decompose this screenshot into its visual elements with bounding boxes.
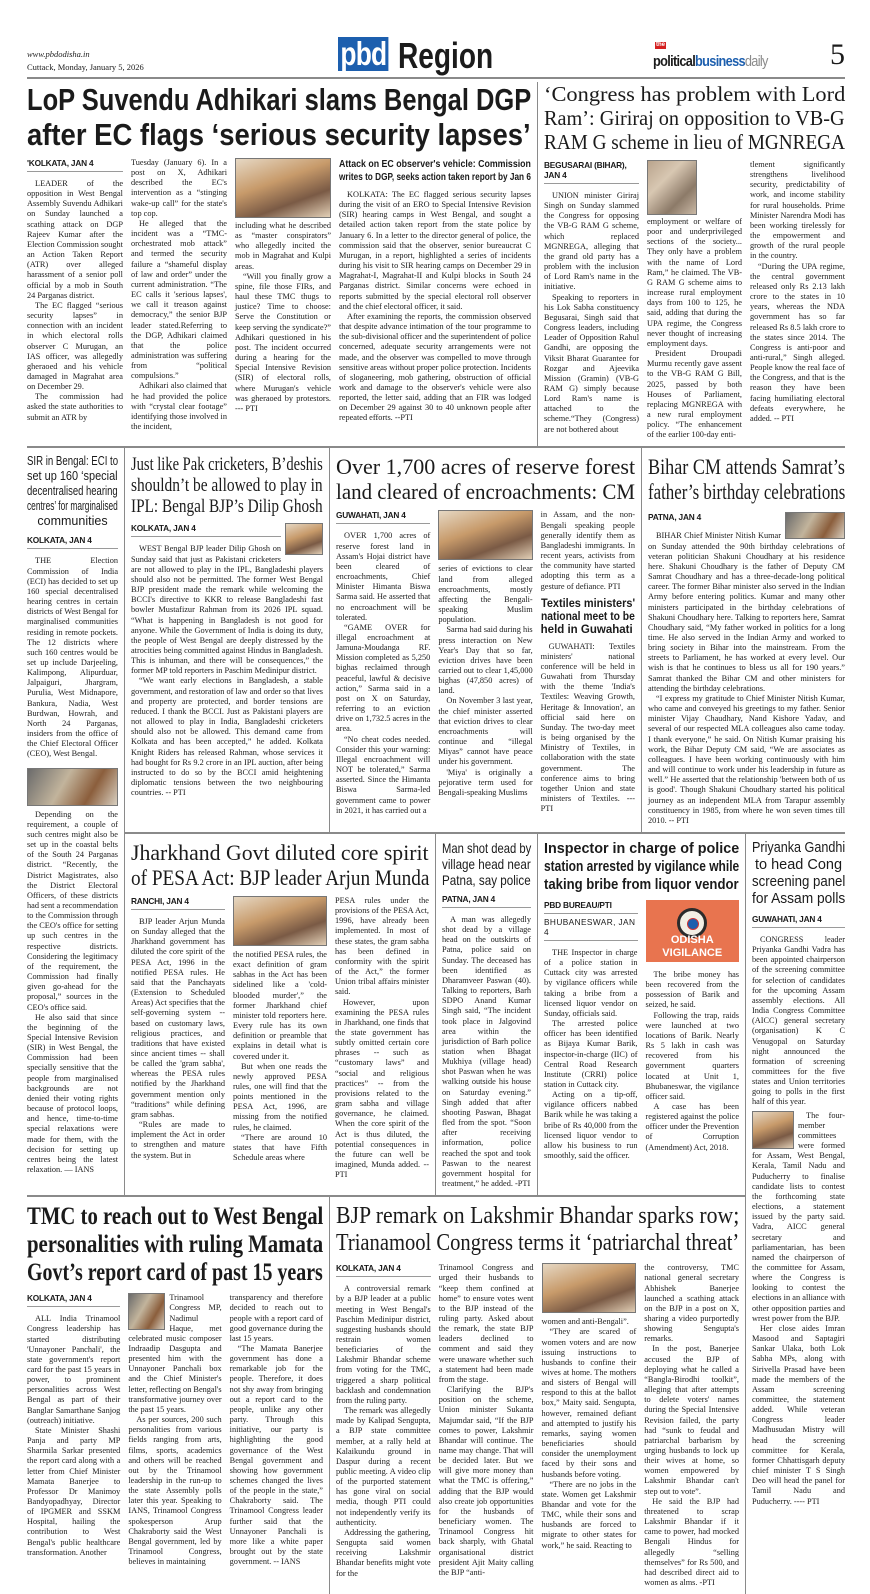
headline-line — [27, 514, 118, 529]
paragraph: “No cheat codes needed. Consider this your warning: Illegal encroachment will NOT be tolerated,” Sarma asserted. Since the Himanta Biswa Sarma-led government came to power in 2021, it has carried out a — [336, 734, 431, 815]
dateline: 'KOLKATA, JAN 4 — [27, 158, 123, 172]
headline-line — [27, 454, 118, 469]
textiles-body — [541, 642, 635, 815]
headline-text: TMC to reach out to West Bengal — [27, 1203, 324, 1231]
paragraph: A case has been registered against the police officer under the Prevention of Corruption (Amendment) Act, 2018. — [645, 1102, 739, 1152]
photo-himanta-biswa-sarma — [438, 510, 532, 560]
paragraph: A man was allegedly shot dead by a village head on the outskirts of Patna, police said on Sunday. The deceased has been identified as Dharamveer Paswan (40). Talking to reporters, Barh SDPO Anand Kumar Singh said, “The incident took place in Jalgovind area within the jurisdiction of Barh police station when Bhagat Mukhiya (village head) shot Paswan when he was walking outside his house on Saturday evening.” Singh added that after shooting Paswan, Bhagat fled from the spot. “Soon after receiving information, police reached the spot and took Paswan to the nearest government hospital for treatment,” he added. -PTI — [442, 914, 531, 1189]
headline-text: Over 1,700 acres of reserve forest — [336, 454, 636, 480]
headline-line — [752, 874, 845, 891]
photo-birthday-celebration — [785, 512, 845, 539]
dateline: KOLKATA, JAN 4 — [27, 535, 118, 549]
photo-giriraj-singh — [647, 160, 697, 215]
paragraph: WEST Bengal BJP leader Dilip Ghosh on Sunday said that just as Pakistani cricketers are not allowed to play in the IPL, Bangladeshi players should also not be permitted. The former West Bengal BJP president made the remark while welcoming the BCCI's directive to KKR to release Bangladeshi fast bowler Mustafizur Rahman from its 2026 IPL squad. “What is happening in Bangladesh is not good for anyone. While the Government of India is doing its duty, the people of West Bengal are deeply distressed by the atrocities being committed against Hindus in Bangladesh. This is inhuman, and there will be consequences,” the former MP told reporters in Paschim Medinipur district. — [131, 544, 323, 676]
lop-column-1 — [27, 158, 123, 423]
jharkhand-column-3 — [335, 896, 429, 1180]
paragraph: “We want early elections in Bangladesh, a stable government, and restoration of law and order so that lives and property are protected, and border tensions are reduced. I thank the BCCI. Just as Pakistani players are not allowed to play in India, Bangladeshi cricketers should also not be allowed. This demand came from Kolkata and has been accepted,” he added. Kolkata Knight Riders has released Rahman, whose services it had bought for Rs 9.2 crore in an IPL auction, after being instructed to do so by the BCCI amid heightening diplomatic tensions between the two neighbouring countries. -- PTI — [131, 676, 323, 798]
dateline: GUWAHATI, JAN 4 — [752, 914, 845, 928]
dateline: KOLKATA, JAN 4 — [27, 1293, 120, 1307]
headline-line — [131, 475, 323, 496]
priyanka-body-part-1 — [752, 935, 845, 1108]
paragraph: He alleged that the incident was a “TMC-orchestrated mob attack” and termed the security failure a “shameful display of law and order” under the current administration. “The EC calls it 'serious lapses', we call it treason against democracy,” the senior BJP leader stated.Referring to the DGP, Adhikari claimed that the police administration was suffering from “political compulsions.” — [131, 218, 227, 381]
masthead-wordmark — [653, 53, 768, 70]
headline-line — [541, 611, 635, 624]
section-banner — [338, 37, 538, 75]
article-sir — [27, 446, 124, 1195]
article-lop — [27, 82, 537, 446]
paragraph: He said the BJP had threatened to scrap Lakshmir Bhandar if it came to power, had mocked Bengali Hindus for allegedly “selling themselves” for Rs 500, and had described direct aid to women as alms. -PTI — [644, 1496, 739, 1588]
paragraph: the notified PESA rules, the exact definition of gram sabhas in the Act has been sidelined like a 'cold-blooded murder',” the former Jharkhand chief minister told reporters here. Every rule has its own definition or preamble that explains in detail what is covered under it. — [233, 949, 327, 1061]
headline-line — [752, 891, 845, 908]
paragraph: However, upon examining the PESA rules in Jharkhand, one finds that the state government has subtly omitted certain core phrases -- such as “customary laws” and “social and religious practices” -- from the provisions related to the gram sabha and village governance, he claimed. When the core spirit of the Act is thus diluted, the potential consequences in the future can well be imagined, Munda added. -- PTI — [335, 997, 429, 1180]
headline-line — [131, 865, 429, 890]
website-url[interactable]: www.pbdodisha.in — [27, 49, 90, 59]
bjp-column-1 — [336, 1263, 431, 1579]
headline-text: Man shot dead by — [442, 839, 532, 856]
headline-text: personalities with ruling Mamata — [27, 1231, 324, 1259]
paragraph: The remark was allegedly made by Kalipad Sengupta, a BJP state committee member, at a rally held at Kalaikundu ground in Daspur during a recent public meeting. A video clip of the purported statement has gone viral on social media, though PTI could not independently verify its authenticity. — [336, 1406, 431, 1527]
headline-line — [339, 171, 531, 184]
paragraph: employment or welfare of poor and underprivileged sections of the society... They only have a problem with the name of Lord Ram,” he claimed. The VB-G RAM G scheme aims to increase rural employment days from 100 to 125, he said, adding that during the UPA regime, the Congress never thought of increasing employment days. — [647, 217, 742, 348]
headline-text: shouldn’t be allowed to play in — [131, 475, 323, 497]
headline-line — [336, 454, 635, 479]
headline-text: Inspector in charge of police — [544, 839, 740, 857]
paragraph: 'Miya' is originally a pejorative term used for Bengali-speaking Muslims — [438, 767, 533, 797]
headline-line — [336, 1203, 739, 1230]
headline-line — [544, 876, 739, 894]
byline: PBD BUREAU/PTI — [544, 900, 638, 914]
article-priyanka — [745, 832, 845, 1594]
inspector-column-1 — [544, 900, 638, 1161]
photo-priyanka-gandhi — [752, 1111, 794, 1149]
paragraph: CONGRESS leader Priyanka Gandhi Vadra has been appointed chairperson of the screening committee for selection of candidates for the upcoming Assam assembly elections. All India Congress Committee (AICC) general secretary (organisation) K C Venugopal on Saturday night announced the formation of screening committees for the five states and Union territories going to polls in the first half of this year. — [752, 934, 845, 1107]
masthead-logo — [653, 42, 825, 74]
bihar-body — [648, 512, 845, 826]
headline-text: decentralised hearing — [27, 484, 118, 499]
section-title: Region — [398, 35, 494, 76]
headline-congress — [544, 82, 845, 154]
headline-text: Jharkhand Govt diluted core spirit — [131, 839, 429, 865]
paragraph: “There are around 10 states that have Fifth Schedule areas where — [233, 1132, 327, 1163]
headline-bihar — [648, 454, 845, 504]
paragraph: OVER 1,700 acres of reserve forest land in Assam's Hojai district have been cleared of encroachments, Chief Minister Himanta Biswa Sarma said. He asserted that no encroachment will be tolerated. — [336, 531, 431, 622]
page-grid — [27, 82, 845, 1594]
headline-text: ‘Congress has problem with Lord — [544, 82, 846, 106]
paragraph: Clarifying the BJP's position on the scheme, Union minister Sukanta Majumdar said, “If the BJP comes to power, Lakshmir Bhandar will continue. The name may change. That will be decided later. But we will give more money than what the TMC is offering,” adding that the BJP would also create job opportunities for the husbands of beneficiary women. The Trinamool Congress hit back sharply, with Ghatal organisational district president Ajit Maity calling the BJP “anti- — [438, 1385, 534, 1577]
headline-text: Just like Pak cricketers, B’deshis — [131, 454, 323, 476]
forest-column-2 — [438, 510, 532, 798]
article-dilip-ghosh — [124, 446, 329, 832]
paragraph: President Droupadi Murmu recently gave assent to the VB-G RAM G Bill, 2025, passed by both Houses of Parliament, replacing MGNREGA with a new rural employment policy. “The enhancement of the earlier 100-day enti- — [647, 349, 742, 440]
article-tmc — [27, 1195, 329, 1594]
headline-line — [27, 1231, 323, 1259]
paragraph: “GAME OVER for illegal encroachment at Jamuna-Moudanga RF. Mission completed as 5,250 bighas reclaimed through peaceful, lawful & decisive action,” Sarma said in a post on X on Saturday, referring to an eviction drive on 1,732.5 acres in the area. — [336, 622, 431, 734]
paragraph: Trinamool Congress MP, Nadimul Haque, met celebrated music composer Indraadip Dasgupta and presented him with the Unnayoner Panchali box and the Chief Minister's letter, reflecting on Bengal's transformative journey over the past 15 years. — [128, 1293, 222, 1414]
paragraph: As per sources, 200 such personalities from various fields ranging from arts, films, sports, academics and others will be reached out by the Trinamool leadership in the run-up to the state Assembly polls later this year. Speaking to IANS, Trinamool Congress spokesperson Arup Chakraborty said the West Bengal government, led by Trinamool Congress, believes in maintaining — [128, 1415, 222, 1567]
paragraph: The arrested police officer has been identified as Bijaya Kumar Barik, inspector-in-charge (IIC) of Central Road Research Institute (CRRI) police station in Cuttack city. — [544, 1019, 638, 1089]
paragraph: THE Election Commission of India (ECI) has decided to set up 160 special decentralised hearing centres in certain districts of West Bengal for marginalised communities residing in remote pockets. The 12 districts where such 160 centres would be set up include Darjeeling, Kalimpong, Alipurduar, Jalpaiguri, Jhargram, Purulia, West Midnapore, Bankura, Nadia, West Burdwan, Howrah, and North 24 Parganas, insiders from the office of the Chief Electoral Officer (CEO), West Bengal. — [27, 556, 118, 759]
congress-column-3 — [750, 160, 845, 424]
paragraph: The EC flagged “serious security lapses” in connection with an incident in which electoral rolls observer C Murugan, an IAS officer, was allegedly gheraoed and his vehicle damaged in Magrahat area on December 29. — [27, 300, 123, 392]
headline-text: writes to DGP, seeks action taken report by Jan 6 — [339, 171, 531, 183]
paragraph: “During the UPA regime, the central government released only Rs 2.13 lakh crore to the states in 10 years, whereas the NDA government has so far released Rs 8.5 lakh crore to the states since 2014. The Congress is anti-poor and anti-rural,” Singh alleged. People know the real face of the Congress, and that is the reason they have been facing humiliating electoral defeats everywhere, he added. -- PTI — [750, 261, 845, 423]
headline-text: Textiles ministers' — [540, 597, 635, 610]
headline-line — [27, 82, 531, 117]
forest-columns — [336, 510, 635, 815]
headline-text: Ram’: Giriraj on opposition to VB-G — [544, 106, 845, 130]
masthead-the: the — [656, 42, 665, 48]
dateline: RANCHI, JAN 4 — [131, 896, 225, 910]
paragraph: women and anti-Bengali”. — [541, 1317, 629, 1327]
dateline: BEGUSARAI (BIHAR), JAN 4 — [544, 160, 639, 184]
paragraph: Tuesday (January 6). In a post on X, Adhikari described the EC's intervention as a “stinging wake-up call” for the state's top cop. — [131, 158, 227, 218]
headline-line — [541, 598, 635, 611]
article-bjp-remark — [329, 1195, 745, 1594]
headline-text: station arrested by vigilance while — [544, 857, 740, 875]
article-man-shot — [435, 832, 537, 1195]
photo-arjun-munda — [233, 896, 327, 946]
paragraph: BJP leader Arjun Munda on Sunday alleged that the Jharkhand government has diluted the core spirit of the PESA Act, 1996 in the notified PESA rules. He said that the Panchayats (Extension to Scheduled Areas) Act specifies that the self-governing system -- based on customary laws, religious practices, and traditions that have existed since ancient times -- shall be called the 'gram sabha', whereas the PESA rules notified by the Jharkhand government mention only “traditions” while defining gram sabhas. — [131, 916, 225, 1119]
paragraph: Speaking to reporters in his Lok Sabha constituency Begusarai, Singh said that Congress leaders, including Leader of Opposition Rahul Gandhi, are opposing the Viksit Bharat Guarantee for Rozgar and Ajeevika Mission (Gramin) (VB-G RAM G) simply because Lord Ram's name is attached to the scheme.“They (Congress) are not bothered about — [544, 292, 639, 434]
headline-text: Attack on EC observer's vehicle: Commission — [339, 158, 531, 170]
paragraph: “There are no jobs in the state. Women get Lakshmir Bhandar and vote for the TMC, while their sons and husbands are forced to migrate to other states for work,” he said. Reacting to — [541, 1479, 637, 1550]
bjp-column-4 — [644, 1263, 739, 1588]
headline-inspector — [544, 840, 739, 894]
jharkhand-column-2 — [233, 896, 327, 1163]
paragraph: the controversy, TMC national general secretary Abhishek Banerjee launched a scathing attack on the BJP in a post on X, sharing a video purportedly showing Sengupta's remarks. — [644, 1263, 739, 1344]
headline-line — [27, 117, 531, 152]
headline-line — [131, 454, 323, 475]
pbd-logo: pbd — [338, 37, 389, 71]
headline-line — [442, 856, 531, 872]
masthead-business: business — [695, 53, 745, 70]
bjp-column-2 — [439, 1263, 534, 1578]
paragraph: “The Mamata Banerjee government has done a remarkable job for the people. Therefore, it does not shy away from bringing out a report card to the people, unlike any other party. Through this initiative, our party is highlighting the good governance of the West Bengal government and showing how government schemes changed the lives of the people in the state,” Chakraborty said. The Trinamool Congress leader further said that the Unnayoner Panchali is more like a white paper brought out by the state government. -- IANS — [229, 1343, 323, 1567]
paragraph: series of evictions to clear land from alleged encroachments, mostly affecting the Bengali-speaking Muslim population. — [438, 564, 533, 625]
tmc-columns — [27, 1293, 323, 1567]
headline-text: SIR in Bengal: ECI to — [27, 454, 119, 469]
headline-text: Govt’s report card of past 15 years — [27, 1259, 323, 1287]
lop-column-3 — [235, 158, 331, 414]
dateline: KOLKATA, JAN 4 — [131, 523, 281, 537]
headline-text: Patna, say police — [442, 871, 531, 888]
sidebar-body — [339, 190, 531, 424]
headline-dilip-ghosh — [131, 454, 323, 517]
paragraph: Trinamool Congress and urged their husbands to “keep them confined at home” to ensure votes went to the BJP instead of the ruling party. Asked about the remark, the state BJP leaders declined to comment and said they were unaware whether such a statement had been made from the stage. — [438, 1263, 534, 1384]
lop-sidebar — [339, 158, 531, 424]
dateline: PATNA, JAN 4 — [648, 512, 702, 523]
headline-line — [544, 106, 845, 130]
headline-text: BJP remark on Lakshmir Bhandar sparks row; — [336, 1203, 740, 1230]
article-bihar — [641, 446, 845, 832]
dateline: PATNA, JAN 4 — [442, 894, 531, 908]
headline-text: communities — [37, 514, 108, 529]
paragraph: Following the trap, raids were launched at two locations of Barik. Nearly Rs 5 lakh in cash was recovered from his government quarters located at Unit 1, Bhubaneswar, the vigilance officer said. — [645, 1010, 739, 1101]
headline-line — [752, 840, 845, 857]
headline-text: to head Cong — [754, 856, 843, 873]
paragraph: transparency and therefore decided to reach out to people with a report card of good governance during the last 15 years. — [229, 1293, 323, 1343]
paragraph: A controversial remark by a BJP leader at a public meeting in West Bengal's Paschim Medinipur district, suggesting husbands should restrain women beneficiaries of the Lakshmir Bhandar scheme from voting for the TMC, triggered a sharp political backlash and condemnation from the ruling party. — [336, 1284, 431, 1405]
paragraph: Depending on the requirement, a couple of such centres might also be set up in the coastal belts of the South 24 Parganas district. “Recently, the District Magistrates, also the District Electoral Officers, of these districts had sent a recommendation to the Commission through the CEO's office for setting up such centres in the respective districts. Considering the legitimacy of the requirement, the Commission had finally given go-ahead for the proposal,” sources in the CEO's office said. — [27, 809, 119, 1012]
sidebar-headline — [339, 158, 531, 184]
congress-column-1 — [544, 160, 639, 435]
paragraph: Addressing the gathering, Sengupta said women receiving Lakshmir Bhandar benefits might vote for the — [336, 1527, 431, 1578]
headline-priyanka — [752, 840, 845, 908]
headline-text: Bihar CM attends Samrat’s — [648, 454, 845, 480]
masthead-political: political — [653, 53, 696, 70]
paragraph: On November 3 last year, the chief minister asserted that eviction drives to clear encroachments will continue and “illegal Miyas” cannot have peace under his government. — [438, 696, 533, 767]
headline-text: Priyanka Gandhi — [752, 839, 846, 856]
headline-line — [544, 840, 739, 858]
paragraph: But when one reads the newly approved PESA rules, one will find that the points mentioned in the PESA Act, 1996, are missing from the notified rules, he claimed. — [233, 1061, 327, 1132]
headline-line — [339, 158, 531, 171]
dateline: GUWAHATI, JAN 4 — [336, 510, 430, 524]
headline-line — [27, 1259, 323, 1287]
bjp-column-3 — [542, 1263, 637, 1551]
vigilance-logo-text: ODISHA VIGILANCE — [662, 933, 723, 959]
paragraph: tlement significantly strengthens livelihood security, predictability of work, and income stability for rural households. Prime Minister Narendra Modi has been working tirelessly for the empowerment and growth of the rural people in the country. — [750, 160, 845, 261]
headline-lop — [27, 82, 531, 152]
photo-nadimul-haque — [128, 1293, 165, 1330]
headline-text: set up 160 ‘special — [27, 469, 118, 484]
inspector-columns — [544, 900, 739, 1161]
paragraph: The commission had asked the state authorities to submit an ATR by — [27, 392, 123, 422]
photo-bjp-leader — [542, 1263, 637, 1313]
headline-text: land cleared of encroachments: CM — [336, 479, 635, 505]
headline-text: screening panel — [752, 873, 846, 890]
headline-bjp-remark — [336, 1203, 739, 1257]
headline-text: held in Guwahati — [540, 623, 633, 636]
headline-jharkhand — [131, 840, 429, 890]
headline-man-shot — [442, 840, 531, 888]
dilip-body — [131, 523, 323, 798]
article-forest — [329, 446, 641, 832]
priyanka-body-part-2 — [752, 1111, 845, 1507]
paragraph: BIHAR Chief Minister Nitish Kumar on Sunday attended the 90th birthday celebrations of veteran politician Shakuni Choudhary at his residence here. Shakuni Choudhary is the father of Deputy CM Samrat Choudhary and has a three-decade-long political career. The former Bihar minister also served in the Indian Army before entering politics. Kumar and many other ministers participated in the birthday celebrations of Shakuni Choudhary here. Talking to reporters here, Samrat Choudhary said, “My father worked in politics for a long time. He also served in the Indian Army and worked to bring society in Bihar into the mainstream. From the streets to Parliament, he has worked at every level. Our wish is that he continues to bless us all for 190 years.” Samrat thanked the Bihar CM and other ministers for attending the birthday celebrations. — [648, 531, 845, 693]
lop-columns — [27, 158, 531, 432]
paragraph: UNION minister Giriraj Singh on Sunday slammed the Congress for opposing the VB-G RAM G scheme, which replaced MGNREGA, alleging that the grand old party has a problem with the inclusion of Lord Ram's name in the initiative. — [544, 191, 639, 292]
paragraph: “They are scared of women voters and are now issuing instructions to husbands to confine their wives at home. The mothers and sisters of Bengal will respond to this at the ballot box,” Maity said. Sengupta, however, remained defiant and attempted to justify his remarks, saying women beneficiaries should consider the unemployment faced by their sons and husbands before voting. — [541, 1327, 637, 1479]
congress-columns — [544, 160, 845, 440]
headline-text: father’s birthday celebrations — [648, 479, 846, 505]
headline-line — [336, 479, 635, 504]
headline-line — [541, 624, 635, 637]
paragraph: In the post, Banerjee accused the BJP of deploying what he called a “Bangla-Birodhi toolkit”, alleging that after attempts to delete voters' names during the Special Intensive Revision failed, the party had “sunk to feudal and patriarchal barbarism by urging husbands to lock up their wives at home, so women empowered by Lakshmir Bhandar can't step out to vote”. — [644, 1344, 739, 1496]
paragraph: State Minister Shashi Panja and party MP Sharmila Sarkar presented the report card along with a letter from Chief Minister Mamata Banerjee to Professor Dr Manimoy Bandyopadhyay, Director of IPGMER and SSKM Hospital, hailing the contribution to West Bengal's public healthcare transformation. Another — [27, 1425, 121, 1557]
paragraph: Acting on a tip-off, vigilance officers nabbed Barik while he was taking a bribe of Rs 40,000 from the licensed liquor vendor to allow his business to run smoothly, said the officer. — [544, 1090, 638, 1161]
forest-column-1 — [336, 510, 430, 815]
headline-line — [648, 479, 845, 504]
paragraph: THE Inspector in charge of a police station in Cuttack city was arrested by vigilance officers while taking a bribe from a licensed liquor vendor on Sunday, officials said. — [544, 947, 638, 1018]
headline-line — [27, 1203, 323, 1231]
man-shot-body — [442, 915, 531, 1189]
paragraph: The four-member committees were formed for Assam, West Bengal, Kerala, Tamil Nadu and Puducherry to finalise candidate lists to contest the forthcoming state elections, a statement issued by the party said. Vadra, AICC general secretary and parliamentarian, has been named the chairperson of the committee for Assam, where the Congress is looking to contest the elections in an alliance with other opposition parties and wrest power from the BJP. — [752, 1110, 845, 1323]
odisha-vigilance-logo — [646, 900, 740, 962]
lop-column-2 — [131, 158, 227, 432]
paragraph: Adhikari also claimed that he had provided the police with “crystal clear footage” identifying those involved in the incident, — [131, 381, 227, 432]
article-congress — [537, 82, 845, 446]
dateline: KOLKATA, JAN 4 — [336, 1263, 431, 1277]
headline-line — [131, 496, 323, 517]
headline-text: IPL: Bengal BJP’s Dilip Ghosh — [131, 496, 323, 518]
paragraph: ALL India Trinamool Congress leadership has started distributing 'Unnayoner Panchali', the state government's report card for the past 15 years in power, to prominent personalities across West Bengal as part of their Banglar Samarthane Sanjog (outreach) initiative. — [27, 1314, 121, 1425]
headline-line — [544, 858, 739, 876]
headline-text: LoP Suvendu Adhikari slams Bengal DGP — [27, 82, 532, 117]
headline-sir — [27, 454, 118, 529]
headline-text: of PESA Act: BJP leader Arjun Munda — [131, 864, 430, 890]
tmc-column-1 — [27, 1293, 120, 1558]
headline-line — [544, 82, 845, 106]
photo-suvendu-adhikari — [235, 158, 331, 218]
forest-column-3-text — [541, 510, 635, 591]
tmc-column-3 — [230, 1293, 323, 1567]
headline-line — [648, 454, 845, 479]
paragraph: “Will you finally grow a spine, file those FIRs, and haul these TMC thugs to justice? Time to choose: Serve the Constitution or keep serving the syndicate?” Adhikari questioned in his post. The incident occurred during a hearing for the Special Intensive Revision (SIR) of electoral rolls, where Murugan's vehicle was gheraoed by protestors. --- PTI — [235, 271, 331, 413]
headline-line — [752, 857, 845, 874]
paragraph: KOLKATA: The EC flagged serious security lapses during the visit of an ERO to Special Intensive Revision (SIR) hearing camps in West Bengal, and sought a detailed action taken report from the state police by January 6. In a letter to the director general of police, the commission said that the observer, senior bureaucrat C Murugan, in a report, highlighted a series of incidents during his visit to SIR hearing camps on December 29 in Magrahat-I, Magrahat-II and Kulpi blocks in South 24 Parganas district. Similar concerns were echoed in reports submitted by the special electoral roll observer and the chief electoral officer, it said. — [339, 190, 531, 311]
paragraph: in Assam, and the non-Bengali speaking people generally identify them as Bangladeshi immigrants. In recent years, activists from the community have started adopting this term as a gesture of defiance. PTI — [540, 510, 635, 591]
article-inspector — [537, 832, 745, 1195]
paragraph: The bribe money has been recovered from the possession of Barik and seized, he said. — [645, 969, 739, 1010]
paragraph: LEADER of the opposition in West Bengal Assembly Suvendu Adhikari on Sunday launched a scathing attack on DGP Rajeev Kumar after the Election Commission sought an Action Taken Report (ATR) over alleged harassment of a senior poll official by a mob in South 24 Parganas district. — [27, 179, 123, 300]
headline-forest — [336, 454, 635, 504]
headline-line — [131, 840, 429, 865]
paragraph: GUWAHATI: Textiles ministers' national conference will be held in Guwahati from Thursday with the theme 'India's Textiles: Weaving Growth, Heritage & Innovation', an official said here on Sunday. The two-day meet is being organised by the Ministry of Textiles, in collaboration with the state government. The conference aims to bring together Union and state ministers of Textiles. --- PTI — [540, 641, 635, 814]
paragraph: “I express my gratitude to Chief Minister Nitish Kumar, who came and conveyed his greetings to my father. Senior minister Vijay Chaudhary, Nand Kishore Yadav, and several of our respected MLA colleagues also came today. I thank everyone,” he said. On Nitish Kumar praising his work, the Bihar Deputy CM said, “We are associates as colleagues. I have been working continuously with him and will continue to work under his leadership in future as well.” He asserted that the relationship 'between both of us is good'. Though Shakuni Choudhary started his political journey as an independent MLA from Tarapur assembly constituency in 1985, from where he won seven times till 2010. -- PTI — [648, 693, 845, 825]
masthead-daily: daily — [744, 53, 768, 70]
headline-text: Trianamool Congress terms it ‘patriarchal threat’ — [336, 1230, 740, 1257]
paragraph: After examining the reports, the commission observed that despite advance intimation of the tour programme to the sub-divisional officer and the superintendent of police concerned, adequate security arrangements were not made, and the observer was compelled to move through sensitive areas without proper police protection. Incidents of sloganeering, mob gathering, obstruction of official work and damage to the observer's vehicle were also reported, the letter said, adding that an FIR was lodged on December 29 against 30 to 40 unknown people after repeated efforts. --PTI — [339, 311, 531, 423]
sir-body-part-2 — [27, 810, 118, 1176]
headline-text: taking bribe from liquor vendor — [544, 875, 739, 893]
article-jharkhand — [124, 832, 435, 1195]
headline-text: national meet to be — [540, 610, 635, 623]
paragraph: including what he described as “master conspirators” who allegedly incited the mob in Magrahat and Kulpi areas. — [235, 221, 331, 271]
masthead-divider — [27, 77, 845, 79]
photo-dilip-ghosh — [285, 523, 323, 555]
paragraph: Sarma had said during his press interaction on New Year's Day that so far, eviction drives have been carried out to clear 1,45,000 bighas (47,850 acres) of land. — [438, 625, 533, 696]
headline-textiles — [541, 598, 635, 637]
paragraph: Her close aides Imran Masood and Saptagiri Sankar Ulaka, both Lok Sabha MPs, along with Sirivella Prasad have been made the members of the Assam screening committee, the statement added. While veteran Congress leader Madhusudan Mistry will head the screening committee for Kerala, former Chhattisgarh deputy chief minister T S Singh Deo will head the panel for Tamil Nadu and Puducherry. ---- PTI — [752, 1323, 845, 1506]
headline-line — [442, 840, 531, 856]
headline-text: village head near — [442, 855, 531, 872]
headline-line — [27, 499, 118, 514]
headline-line — [27, 484, 118, 499]
headline-line — [544, 130, 845, 154]
headline-text: centres’ for marginalised — [27, 499, 118, 514]
bjp-columns — [336, 1263, 739, 1588]
headline-line — [27, 469, 118, 484]
photo-hearing-centre — [27, 768, 118, 806]
issue-date: Cuttack, Monday, January 5, 2026 — [27, 62, 144, 72]
page-number: 5 — [830, 38, 845, 71]
sir-body-part-1 — [27, 556, 118, 759]
jharkhand-columns — [131, 896, 429, 1180]
congress-column-2 — [647, 160, 742, 440]
headline-text: RAM G scheme in lieu of MGNREGA — [544, 130, 845, 154]
paragraph: “Rules are made to implement the Act in order to strengthen and mature the system. But in — [131, 1120, 225, 1160]
dateline: BHUBANESWAR, JAN 4 — [544, 917, 638, 941]
inspector-column-2 — [646, 900, 740, 1153]
headline-tmc — [27, 1203, 323, 1287]
tmc-column-2 — [128, 1293, 221, 1567]
forest-column-3 — [541, 510, 635, 814]
headline-text: for Assam polls — [752, 890, 846, 907]
headline-line — [336, 1230, 739, 1257]
jharkhand-column-1 — [131, 896, 225, 1161]
headline-line — [442, 872, 531, 888]
paragraph: He also said that since the beginning of the Special Intensive Revision (SIR) in West Bengal, the Commission had been specially sensitive that the people from marginalised backgrounds are not denied their voting rights because of protocol loops, and hence, time-to-time special relaxations were made for them, with the decision for setting up centres being the latest relaxation. — IANS — [27, 1012, 118, 1175]
paragraph: PESA rules under the provisions of the PESA Act, 1996, have already been implemented. In most of these states, the gram sabha has been defined in conformity with the spirit of the Act,” the former Union tribal affairs minister said. — [335, 895, 429, 997]
headline-text: after EC flags ‘serious security lapses’ — [27, 117, 531, 152]
